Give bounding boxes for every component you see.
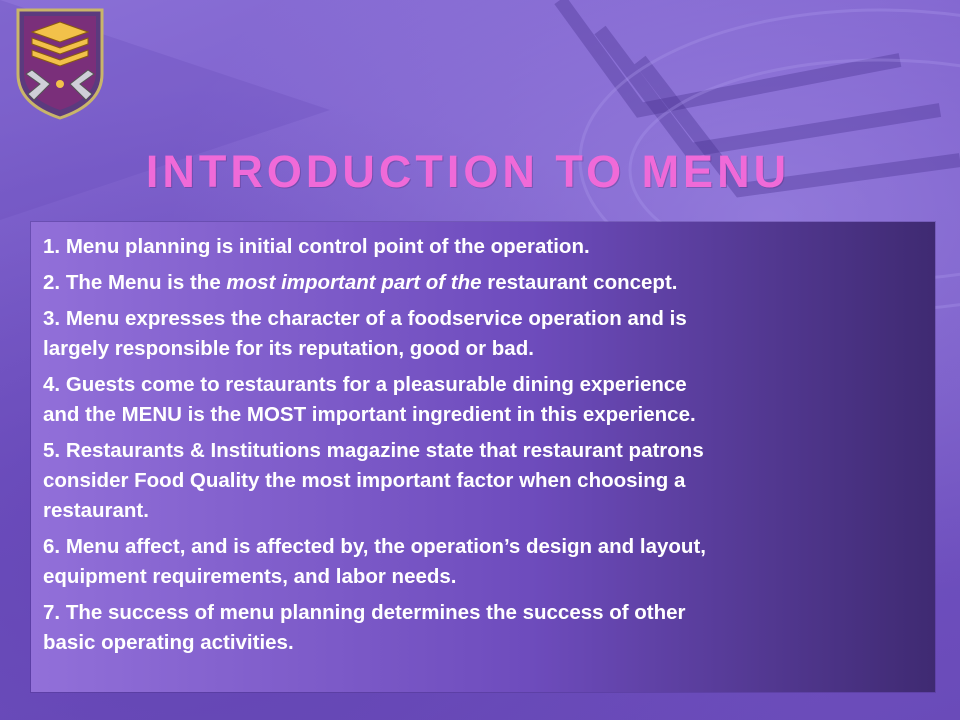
university-crest-icon <box>10 4 110 122</box>
list-item <box>43 532 925 592</box>
content-panel <box>31 222 935 692</box>
item-text: Restaurants & Institutions magazine state that restaurant patrons <box>65 439 704 462</box>
item-number: 4. <box>43 373 61 396</box>
list-item <box>43 232 925 262</box>
list-item <box>43 304 925 364</box>
item-text: equipment requirements, and labor needs. <box>43 565 457 588</box>
item-number: 1. <box>43 235 61 258</box>
item-text: largely responsible for its reputation, good or bad. <box>43 337 534 360</box>
item-text: consider Food Quality the most important factor when choosing a <box>43 469 686 492</box>
item-number: 7. <box>43 601 61 624</box>
list-item <box>43 370 925 430</box>
item-number: 6. <box>43 535 61 558</box>
item-emphasis: most important part of the <box>226 271 482 294</box>
item-number: 2. <box>43 271 61 294</box>
item-text: Menu expresses the character of a foodservice operation and is <box>65 307 687 330</box>
item-text: basic operating activities. <box>43 631 294 654</box>
item-number: 5. <box>43 439 61 462</box>
item-text: restaurant concept. <box>481 271 678 294</box>
item-number: 3. <box>43 307 61 330</box>
page-title: INTRODUCTION TO MENU <box>145 146 791 197</box>
item-text: Menu affect, and is affected by, the operation’s design and layout, <box>65 535 706 558</box>
item-text: Menu planning is initial control point of the operation. <box>65 235 590 258</box>
list-item <box>43 436 925 526</box>
item-text: and the MENU is the MOST important ingredient in this experience. <box>43 403 696 426</box>
item-text: The Menu is the <box>65 271 227 294</box>
item-text: restaurant. <box>43 499 149 522</box>
item-text: The success of menu planning determines the success of other <box>65 601 686 624</box>
list-item <box>43 598 925 658</box>
menu-intro-list <box>31 222 935 658</box>
item-text: Guests come to restaurants for a pleasurable dining experience <box>65 373 687 396</box>
list-item <box>43 268 925 298</box>
